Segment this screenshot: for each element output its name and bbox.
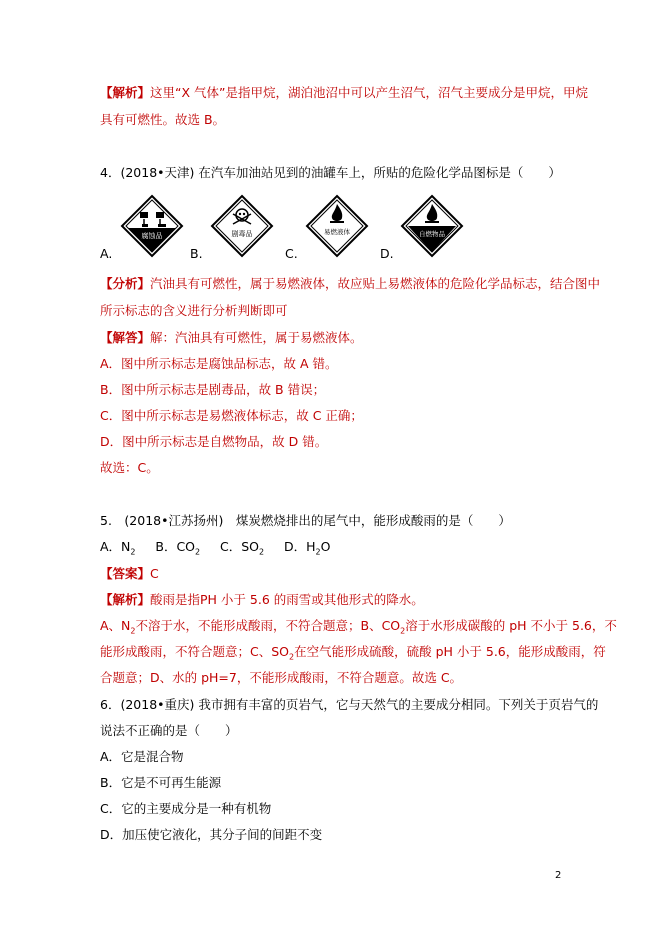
toxic-skull-sign-icon [210, 194, 274, 258]
sign-label: 剧毒品 [231, 230, 253, 238]
q4-explain-c: C．图中所示标志是易燃液体标志，故 C 正确； [100, 408, 363, 423]
option-b [190, 194, 300, 264]
analysis-line-1 [100, 85, 588, 101]
question-4-stem: 4．(2018•天津) 在汽车加油站见到的油罐车上，所贴的危险化学品图标是（ ） [100, 165, 561, 180]
q4-analysis-line-1 [100, 276, 600, 292]
answer-tag: 【答案】 [100, 566, 151, 581]
question-6-stem-line-2: 说法不正确的是（ ） [100, 723, 238, 738]
answer-text: C [150, 566, 159, 581]
q4-explain-b: B．图中所示标志是剧毒品，故 B 错误； [100, 382, 326, 397]
answer-tag: 【解答】 [100, 330, 151, 345]
q5-analysis-line-1 [100, 592, 424, 608]
q5-answer-line [100, 566, 159, 582]
option-letter: D. [380, 246, 394, 261]
option-letter: C. [285, 246, 298, 261]
option-letter: B. [190, 246, 203, 261]
q6-option-a: A．它是混合物 [100, 749, 184, 764]
q4-answer-line [100, 330, 363, 346]
option-d: D．$H_2O$ [283, 539, 331, 557]
corrosive-sign-icon [120, 194, 184, 258]
option-a: A．$N_2$ [100, 539, 136, 557]
q5-analysis-line-3: 能形成酸雨，不符合题意；C、$SO_2$在空气能形成硫酸，硫酸 pH 小于 5.6，能形成酸雨，符 [100, 644, 606, 662]
option-c [285, 194, 395, 264]
q6-option-b: B．它是不可再生能源 [100, 775, 222, 790]
question-5-stem: 5. (2018•江苏扬州) 煤炭燃烧排出的尾气中，能形成酸雨的是（ ） [100, 513, 511, 528]
option-c: C．$SO_2$ [220, 539, 265, 557]
question-6-stem-line-1: 6．(2018•重庆) 我市拥有丰富的页岩气，它与天然气的主要成分相同。下列关于页岩气的 [100, 697, 599, 712]
q4-conclusion: 故选：C。 [100, 460, 159, 475]
sign-label: 腐蚀品 [141, 232, 163, 240]
q4-explain-d: D．图中所示标志是自燃物品，故 D 错。 [100, 434, 328, 449]
hazard-sign-options [100, 194, 560, 264]
analysis-line-2: 具有可燃性。故选 B。 [100, 112, 226, 127]
sign-label: 自燃物品 [419, 230, 445, 238]
flammable-liquid-sign-icon [305, 194, 369, 258]
analysis-tag: 【解析】 [100, 592, 151, 607]
q4-explain-a: A．图中所示标志是腐蚀品标志，故 A 错。 [100, 356, 338, 371]
q4-analysis-line-2: 所示标志的含义进行分析判断即可 [100, 303, 288, 318]
q6-option-c: C．它的主要成分是一种有机物 [100, 801, 272, 816]
option-b: B．$CO_2$ [155, 539, 201, 557]
answer-text: 解：汽油具有可燃性，属于易燃液体。 [150, 330, 363, 345]
q6-option-d: D．加压使它液化，其分子间的间距不变 [100, 827, 323, 842]
question-5-options [100, 539, 330, 561]
analysis-tag: 【分析】 [100, 276, 151, 291]
analysis-text: 酸雨是指PH 小于 5.6 的雨雪或其他形式的降水。 [150, 592, 424, 607]
sign-label: 易燃液体 [324, 228, 350, 236]
spontaneous-combustion-sign-icon [400, 194, 464, 258]
q5-analysis-line-2: A、$N_2$不溶于水，不能形成酸雨，不符合题意；B、$CO_2$溶于水形成碳酸的 pH 不小于 5.6，不 [100, 618, 617, 636]
analysis-text: 汽油具有可燃性，属于易燃液体，故应贴上易燃液体的危险化学品标志，结合图中 [150, 276, 601, 291]
option-d [380, 194, 490, 264]
page-number: 2 [555, 870, 562, 881]
analysis-tag: 【解析】 [100, 85, 151, 100]
q5-analysis-line-4: 合题意；D、水的 pH=7，不能形成酸雨，不符合题意。故选 C。 [100, 670, 463, 685]
analysis-text: 这里“X 气体”是指甲烷，湖泊池沼中可以产生沼气，沼气主要成分是甲烷，甲烷 [150, 85, 589, 100]
option-letter: A. [100, 246, 113, 261]
